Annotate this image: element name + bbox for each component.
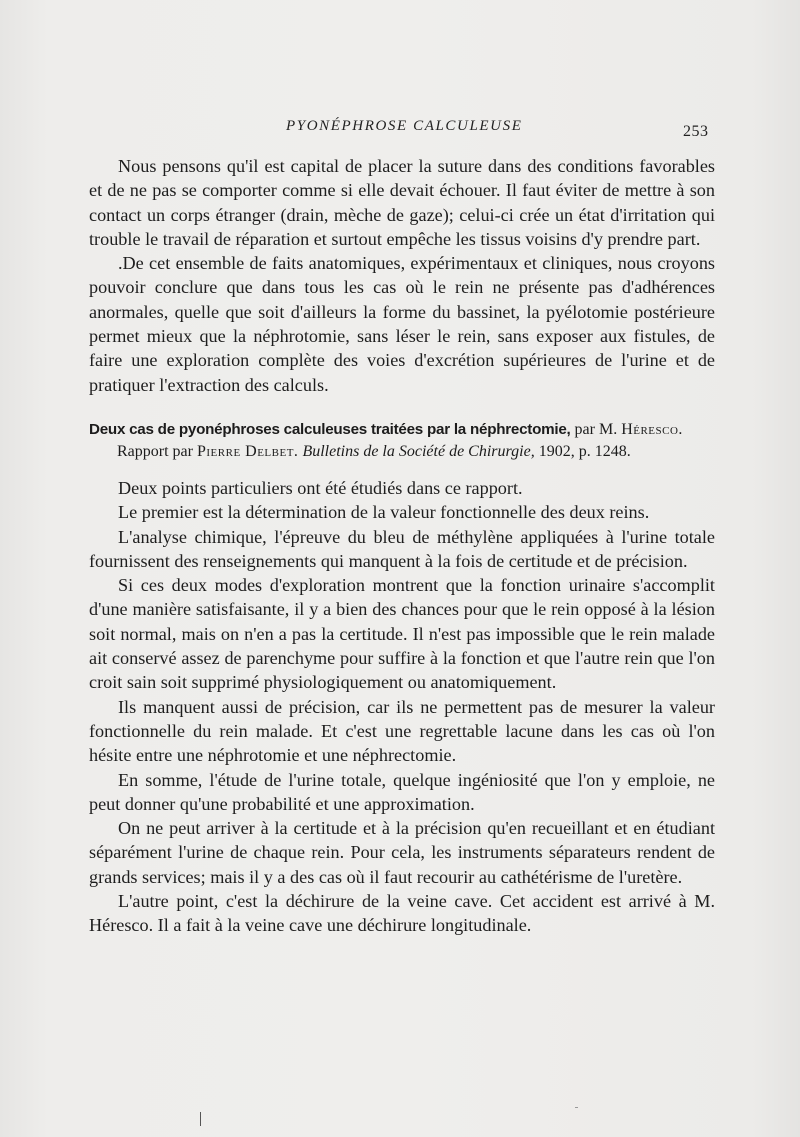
paragraph: Deux points particuliers ont été étudiés dans ce rapport. — [118, 477, 523, 498]
report-body — [89, 476, 715, 938]
journal-title: Bulletins de la Société de Chirurgie, — [302, 442, 535, 460]
paragraph: On ne peut arriver à la certitude et à la précision qu'en recueillant et en étudiant séparément l'urine de chaque rein. Pour cela, les instruments séparateurs rendent de grands services; mais il y a des cas où il faut recourir au cathétérisme de l'uretère. — [89, 818, 715, 887]
paragraph: .De cet ensemble de faits anatomiques, expérimentaux et cliniques, nous croyons pouvoir conclure que dans tous les cas où le rein ne présente pas d'adhérences anormales, quelle que soit d'ailleurs la forme du bassinet, la pyélotomie postérieure permet mieux que la néphrotomie, sans léser le rein, sans exposer aux fistules, de faire une exploration complète des voies d'excrétion supérieures de l'urine et de pratiquer l'extraction des calculs. — [89, 253, 715, 395]
paragraph: L'autre point, c'est la déchirure de la veine cave. Cet accident est arrivé à M. Héresco. Il a fait à la veine cave une déchirure longitudinale. — [89, 891, 715, 936]
paragraph: Le premier est la détermination de la valeur fonctionnelle des deux reins. — [118, 502, 650, 523]
printing-mark — [575, 1107, 578, 1108]
report-prefix: Rapport par — [117, 442, 193, 460]
page-number: 253 — [683, 123, 709, 140]
reporter-name: Pierre Delbet. — [196, 442, 299, 460]
paragraph: Nous pensons qu'il est capital de placer la suture dans des conditions favorables et de ne pas se comporter comme si elle devait échouer. Il faut éviter de mettre à son contact un corps étranger (drain, mèche de gaze); celui-ci crée un état d'irritation qui trouble le travail de réparation et surtout empêche les tissus voisins d'y prendre part. — [89, 156, 715, 249]
section-title: Deux cas de pyonéphroses calculeuses traitées par la néphrectomie, — [89, 420, 571, 438]
author-prefix: par M. — [574, 420, 618, 438]
paragraph: Ils manquent aussi de précision, car ils ne permettent pas de mesurer la valeur fonctionnelle du rein malade. Et c'est une regrettable lacune dans les cas où l'on hésite entre une néphrotomie et une néphrectomie. — [89, 696, 715, 766]
running-header — [0, 118, 800, 142]
running-title: PYONÉPHROSE CALCULEUSE — [286, 118, 523, 134]
body-text — [89, 154, 715, 938]
printing-mark — [200, 1112, 201, 1126]
citation-reference: 1902, p. 1248. — [538, 442, 631, 460]
paragraph: Si ces deux modes d'exploration montrent que la fonction urinaire s'accomplit d'une manière satisfaisante, il y a bien des chances pour que le rein opposé à la lésion soit normal, mais on n'en a pas la certitude. Il n'est pas impossible que le rein malade ait conservé assez de parenchyme pour suffire à la fonction et que l'autre rein que l'on croit sain soit supprimé physiologiquement ou anatomiquement. — [89, 575, 715, 693]
paragraph: L'analyse chimique, l'épreuve du bleu de méthylène appliquées à l'urine totale fournissent des renseignements qui manquent à la fois de certitude et de précision. — [89, 526, 715, 571]
section-heading — [89, 419, 715, 441]
author-name: Héresco. — [621, 420, 683, 438]
paragraph: En somme, l'étude de l'urine totale, quelque ingéniosité que l'on y emploie, ne peut donner qu'une probabilité et une approximation. — [89, 769, 715, 814]
report-citation — [117, 441, 715, 463]
